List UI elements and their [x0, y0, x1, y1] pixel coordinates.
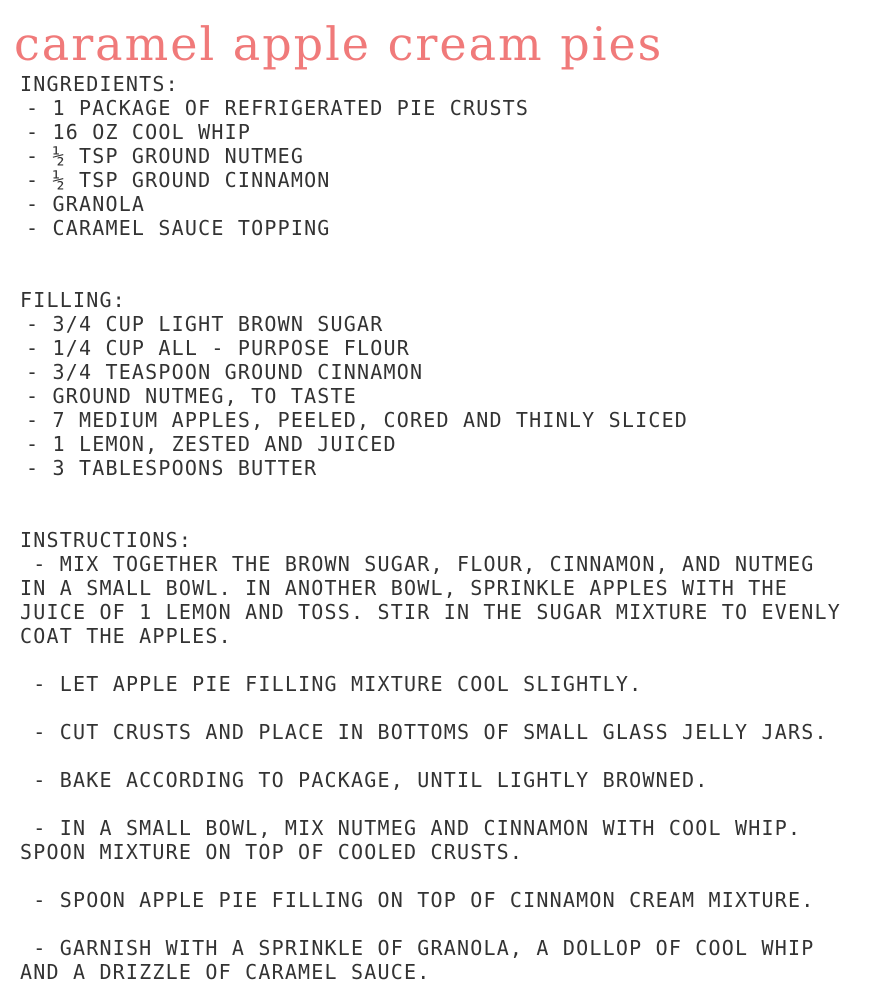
- instruction-step: [20, 888, 850, 912]
- filling-item: - GROUND NUTMEG, TO TASTE: [20, 384, 850, 408]
- instruction-text: IN A SMALL BOWL, MIX NUTMEG AND CINNAMON WITH COOL WHIP. SPOON MIXTURE ON TOP OF COOLED CRUSTS.: [20, 816, 802, 864]
- instruction-step: [20, 768, 850, 792]
- ingredient-item: - ½ TSP GROUND CINNAMON: [20, 168, 850, 192]
- filling-item: - 3/4 TEASPOON GROUND CINNAMON: [20, 360, 850, 384]
- instruction-text: MIX TOGETHER THE BROWN SUGAR, FLOUR, CINNAMON, AND NUTMEG IN A SMALL BOWL. IN ANOTHER BOWL, SPRINKLE APPLES WITH THE JUICE OF 1 LEMON AND TOSS. STIR IN THE SUGAR MIXTURE TO EVENLY COAT THE APPLES.: [20, 552, 841, 648]
- instruction-step: [20, 936, 850, 984]
- filling-heading: FILLING:: [20, 288, 126, 312]
- filling-item: - 1 LEMON, ZESTED AND JUICED: [20, 432, 850, 456]
- recipe-body: [20, 72, 850, 1008]
- instruction-text: GARNISH WITH A SPRINKLE OF GRANOLA, A DOLLOP OF COOL WHIP AND A DRIZZLE OF CARAMEL SAUCE.: [20, 936, 815, 984]
- instruction-text: CUT CRUSTS AND PLACE IN BOTTOMS OF SMALL GLASS JELLY JARS.: [59, 720, 828, 744]
- instruction-step: [20, 672, 850, 696]
- step-bullet: [20, 720, 60, 744]
- step-bullet: [20, 768, 60, 792]
- ingredient-item: - ½ TSP GROUND NUTMEG: [20, 144, 850, 168]
- step-bullet: [20, 552, 60, 576]
- instructions-section: [20, 528, 850, 984]
- ingredients-section: [20, 72, 850, 240]
- recipe-title: caramel apple cream pies: [14, 17, 664, 71]
- ingredient-item: - 1 PACKAGE OF REFRIGERATED PIE CRUSTS: [20, 96, 850, 120]
- filling-section: [20, 288, 850, 480]
- instruction-step: [20, 720, 850, 744]
- instruction-step: [20, 552, 850, 648]
- step-bullet: [20, 672, 60, 696]
- instruction-step: [20, 816, 850, 864]
- filling-item: - 3 TABLESPOONS BUTTER: [20, 456, 850, 480]
- instruction-text: SPOON APPLE PIE FILLING ON TOP OF CINNAMON CREAM MIXTURE.: [59, 888, 815, 912]
- filling-item: - 1/4 CUP ALL - PURPOSE FLOUR: [20, 336, 850, 360]
- ingredient-item: - CARAMEL SAUCE TOPPING: [20, 216, 850, 240]
- ingredient-item: - 16 OZ COOL WHIP: [20, 120, 850, 144]
- instruction-text: BAKE ACCORDING TO PACKAGE, UNTIL LIGHTLY BROWNED.: [59, 768, 709, 792]
- step-bullet: [20, 816, 60, 840]
- section-spacer: [20, 240, 850, 288]
- filling-list: [20, 312, 850, 480]
- step-bullet: [20, 888, 60, 912]
- instructions-heading: INSTRUCTIONS:: [20, 528, 193, 552]
- instruction-text: LET APPLE PIE FILLING MIXTURE COOL SLIGHTLY.: [59, 672, 643, 696]
- filling-item: - 7 MEDIUM APPLES, PEELED, CORED AND THINLY SLICED: [20, 408, 850, 432]
- filling-item: - 3/4 CUP LIGHT BROWN SUGAR: [20, 312, 850, 336]
- step-bullet: [20, 936, 60, 960]
- ingredient-item: - GRANOLA: [20, 192, 850, 216]
- ingredients-list: [20, 96, 850, 240]
- ingredients-heading: INGREDIENTS:: [20, 72, 179, 96]
- section-spacer: [20, 480, 850, 528]
